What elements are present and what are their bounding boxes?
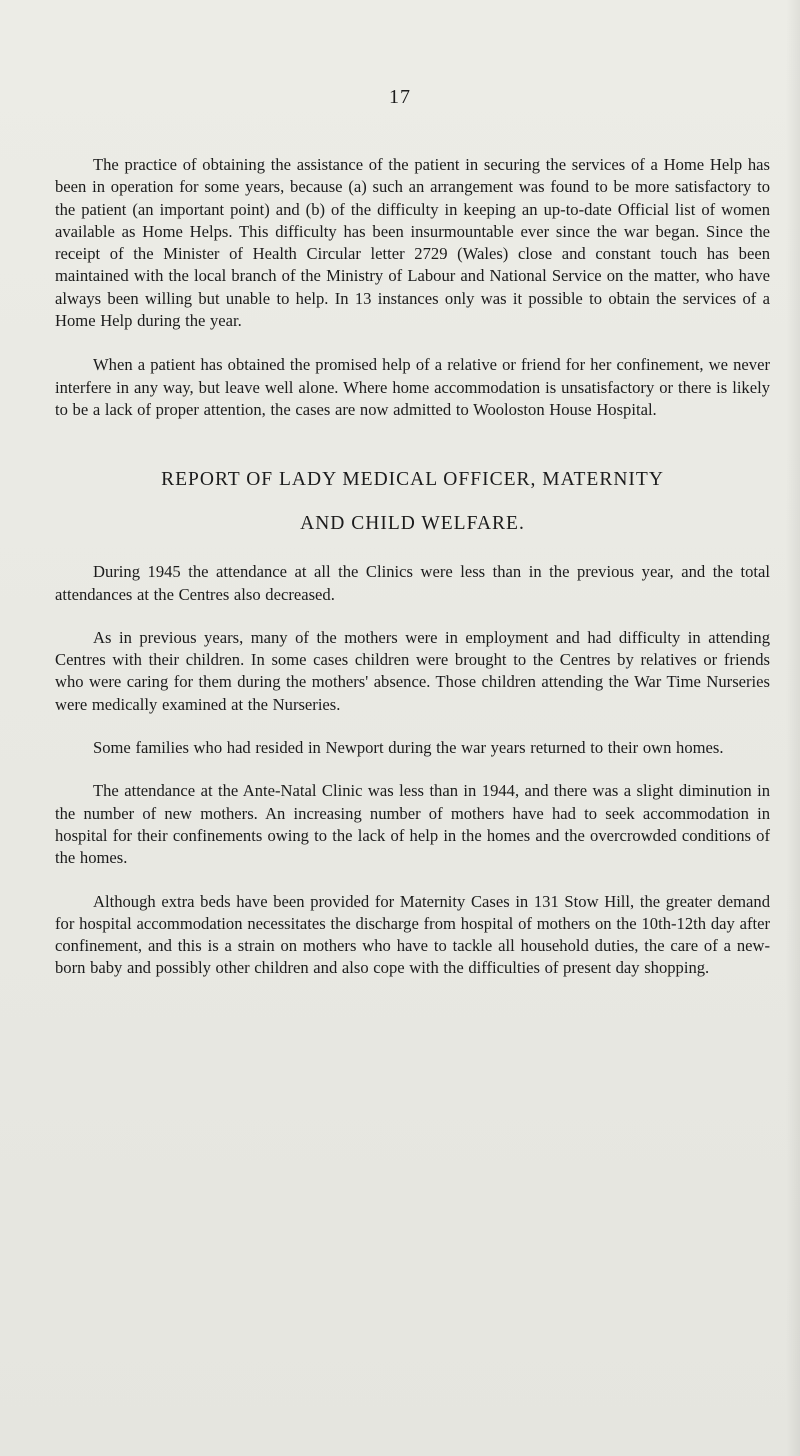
page-edge-shadow — [786, 0, 800, 1456]
section-heading — [55, 465, 770, 539]
paragraph-mothers-employment: As in previous years, many of the mothers were in employment and had difficulty in attending Centres with their children. In some cases children were brought to the Centres by relatives or friends who were caring for them during the mothers' absence. Those children attending the War Time Nurseries were medically examined at the Nurseries. — [55, 627, 770, 714]
paragraph-ante-natal-clinic: The attendance at the Ante-Natal Clinic was less than in 1944, and there was a slight diminution in the number of new mothers. An increasing number of mothers have had to seek accommodation in hospital for their confinements owing to the lack of help in the homes and the overcrowded conditions of the homes. — [55, 781, 770, 868]
paragraph-families-returned: Some families who had resided in Newport during the war years returned to their own homes. — [93, 738, 724, 758]
page-number: 17 — [389, 86, 411, 108]
document-body — [55, 154, 770, 980]
paragraph-home-help: The practice of obtaining the assistance of the patient in securing the services of a Home Help has been in operation for some years, because (a) such an arrangement was found to be more satisfactory to the patient (an important point) and (b) of the difficulty in keeping an up-to-date Official list of women available as Home Helps. This difficulty has been insurmountable ever since the war began. Since the receipt of the Minister of Health Circular letter 2729 (Wales) close and constant touch has been maintained with the local branch of the Ministry of Labour and National Service on the matter, who have always been willing but unable to help. In 13 instances only was it possible to obtain the services of a Home Help during the year. — [55, 155, 770, 331]
heading-line-1: REPORT OF LADY MEDICAL OFFICER, MATERNITY — [161, 469, 664, 491]
paragraph-attendance-1945: During 1945 the attendance at all the Clinics were less than in the previous year, and the total attendances at the Centres also decreased. — [55, 562, 770, 604]
paragraph-patient-help: When a patient has obtained the promised help of a relative or friend for her confinement, we never interfere in any way, but leave well alone. Where home accommodation is unsatisfactory or there is likely to be a lack of proper attention, the cases are now admitted to Wooloston House Hospital. — [55, 355, 770, 419]
heading-line-2: AND CHILD WELFARE. — [300, 513, 525, 535]
paragraph-maternity-beds: Although extra beds have been provided for Maternity Cases in 131 Stow Hill, the greater demand for hospital accommodation necessitates the discharge from hospital of mothers on the 10th-12th day after confinement, and this is a strain on mothers who have to tackle all household duties, the care of a new-born baby and possibly other children and also cope with the difficulties of present day shopping. — [55, 891, 770, 978]
